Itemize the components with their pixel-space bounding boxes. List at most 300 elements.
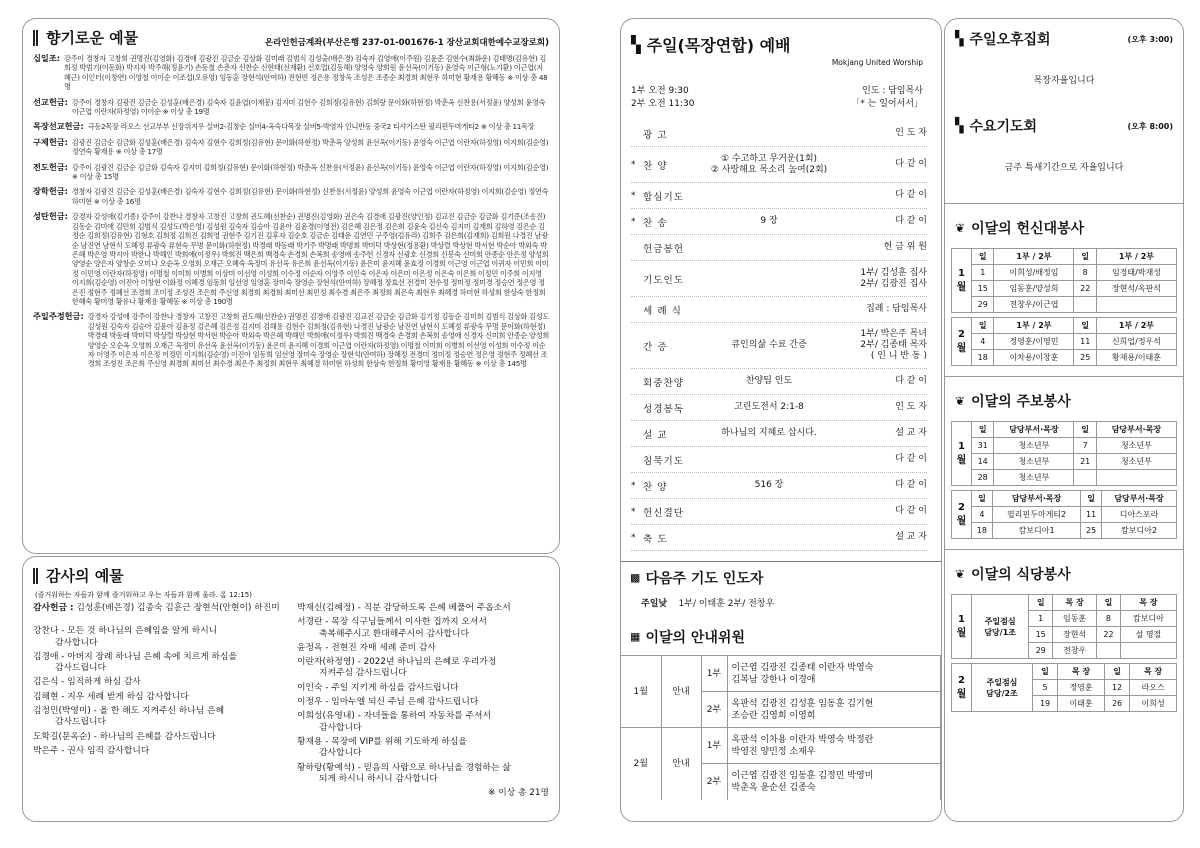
day-cell: 11 <box>1081 507 1102 523</box>
order-row <box>631 447 927 473</box>
guide-names: 이근엽 김광진 김종태 이란자 박영숙 김복남 강한나 이경애 <box>727 656 941 692</box>
offering-category <box>33 122 549 131</box>
order-item-leader: 다 같 이 <box>895 190 927 200</box>
standing-note: 「* 는 일어서서」 <box>851 99 923 109</box>
dining-table <box>951 663 1177 712</box>
order-row <box>631 183 927 209</box>
day-cell: 5 <box>1032 680 1057 696</box>
column-header: 일 <box>972 422 994 438</box>
column-header: 일 <box>972 318 994 334</box>
month-label: 2월 <box>952 664 972 712</box>
order-item-content: 큐인의삶 수료 간증 <box>731 340 807 350</box>
month-label: 2월 <box>952 491 972 539</box>
order-item-name: 간 증 <box>643 341 668 353</box>
order-item-name: 찬 양 <box>643 160 668 172</box>
day-cell: 1 <box>1029 611 1053 627</box>
column-header: 1부 / 2부 <box>994 318 1074 334</box>
order-item-leader: 설 교 자 <box>895 532 927 542</box>
guide-role: 안내 <box>661 656 701 728</box>
dining-group: 주일점심 담당/1조 <box>972 595 1029 659</box>
column-header: 일 <box>972 249 994 265</box>
offering-category <box>33 212 549 306</box>
thanks-entry <box>33 692 291 703</box>
thanks-entry-text: 이인숙 - 주일 지키게 하심을 감사드립니다 <box>297 682 459 693</box>
thanks-entry <box>33 732 291 743</box>
offering-list <box>33 54 549 369</box>
thanks-entry <box>297 737 549 760</box>
offering-category-names: 극동2목장 라오스 선교부부 신장위지우 실버2-김창순 실버4-옥숙다목장 실버5-박영자 인니반동 중국2 티샤가스탄 필리핀두마게티2 ※ 이상 총 11목장 <box>87 122 535 132</box>
order-item-leader: 다 같 이 <box>895 454 927 464</box>
guide-role: 안내 <box>661 728 701 800</box>
standing-mark: * <box>631 159 636 170</box>
day-cell: 8 <box>1074 265 1096 281</box>
assignee-cell: 청소년부 <box>1096 438 1176 454</box>
next-prayer-line: 주일낮 1부/ 이태훈 2부/ 전창우 <box>641 599 775 609</box>
column-header: 담당부서·목장 <box>1102 491 1177 507</box>
offering-category-names: 경창자 김광진 김금순 김성훈(배은경) 김숙자 김현수 김희정(김유현) 문이화(하현정) 신찬용(서정윤) 양성희 윤영숙 이근엽 이란자(하정영) 이지희(김순영) 정연숙 하미현 ※ 이상 총 16명 <box>71 187 549 206</box>
guide-part: 1부 <box>701 728 727 764</box>
guide-names: 옥판석 이차용 이란자 박영숙 박정란 박영진 양민정 소재우 <box>727 728 941 764</box>
assignee-cell: 장현석/옥판석 <box>1096 281 1176 297</box>
offering-category-label: 선교헌금: <box>33 96 68 107</box>
offering-category-label: 전도헌금: <box>33 161 68 172</box>
thanks-entry-text: 박은주 - 권사 임직 감사합니다 <box>33 745 150 756</box>
order-item-leader: 인 도 자 <box>895 128 927 138</box>
order-row <box>631 395 927 421</box>
table-row <box>952 350 1177 366</box>
month-label: 1월 <box>952 422 972 486</box>
month-label: 1월 <box>952 249 972 313</box>
flower-table <box>951 248 1177 313</box>
thanks-right-column <box>291 603 549 799</box>
order-item-name: 설 교 <box>643 429 668 441</box>
column-header: 일 <box>1074 422 1096 438</box>
table-row <box>952 454 1177 470</box>
thanks-entry-continued: 감사드립니다 <box>55 717 106 728</box>
bulletin-title: 이달의 주보봉사 <box>971 394 1071 410</box>
order-item-leader: 다 같 이 <box>895 506 927 516</box>
thanks-verse: (즐거워하는 자들과 함께 즐거워하고 우는 자들과 함께 울라. 롬 12:15) <box>35 591 252 599</box>
guide-part: 1부 <box>701 656 727 692</box>
assignee-cell: 이희성/배정임 <box>994 265 1074 281</box>
thanks-section <box>22 556 560 822</box>
standing-mark: * <box>631 506 636 517</box>
assignee-cell: 정영훈 <box>1058 680 1105 696</box>
table-header-row <box>952 491 1177 507</box>
table-row <box>952 281 1177 297</box>
assignee-cell: 청소년부 <box>994 438 1074 454</box>
thanks-entry-continued: 감사합니다 <box>319 722 362 733</box>
column-header: 목 장 <box>1058 664 1105 680</box>
column-header: 일 <box>1074 318 1096 334</box>
offering-category-label: 성탄헌금: <box>33 211 68 222</box>
day-cell: 15 <box>972 281 994 297</box>
thanks-entry-continued: 지켜주심 감사드립니다 <box>319 668 407 679</box>
offering-category-label: 장학헌금: <box>33 186 68 197</box>
order-row <box>631 473 927 499</box>
guide-names: 옥판석 김광진 김성훈 임동훈 김기현 조승란 김영희 이영희 <box>727 692 941 728</box>
order-item-name: 찬 송 <box>643 217 668 229</box>
order-item-content: 9 장 <box>760 216 778 226</box>
guide-row <box>621 728 941 764</box>
thanks-entry-text: 이정우 - 임마누엘 되신 주님 은혜 감사드립니다 <box>297 697 479 708</box>
thanks-entry-text: 이란자(하정영) - 2022년 하나님의 은혜로 우리가정 <box>297 657 497 668</box>
heart-icon: ❦ <box>955 221 966 235</box>
order-item-content: 고린도전서 2:1-8 <box>734 402 804 412</box>
thanks-entry-continued: 감사합니다 <box>55 637 98 648</box>
bars-icon <box>33 568 39 584</box>
day-cell <box>1097 643 1121 659</box>
afternoon-title: 주일오후집회 <box>969 32 1051 48</box>
day-cell: 21 <box>1074 454 1096 470</box>
table-row <box>952 438 1177 454</box>
assignee-cell <box>1120 643 1176 659</box>
day-cell: 19 <box>1032 696 1057 712</box>
order-item-leader: 1부/ 김성훈 집사 2부/ 김광진 집사 <box>860 267 927 289</box>
day-cell: 29 <box>972 297 994 313</box>
order-row <box>631 499 927 525</box>
assignee-cell: 캄보디아1 <box>992 523 1080 539</box>
offering-category <box>33 187 549 206</box>
day-cell: 22 <box>1074 281 1096 297</box>
assignee-cell <box>1096 297 1176 313</box>
bulletin-table <box>951 490 1177 539</box>
assignee-cell: 디아스포라 <box>1102 507 1177 523</box>
order-item-leader: 집례 : 담임목사 <box>866 304 927 314</box>
standing-mark: * <box>631 216 636 227</box>
offering-category <box>33 163 549 182</box>
thanks-entry-text: 이희성(유영내) - 자녀들을 통하여 자동차를 주셔서 <box>297 711 491 722</box>
time-first: 1부 오전 9:30 <box>631 86 689 96</box>
offering-category-names: 강주이 경창자 고창희 권명진(김영화) 김경애 김광진 김금순 김상화 김미래 김범식 김성출(배은경) 김숙자 김영애(이주원) 김윤준 김현수(최화운) 김태명(김유현) 김희정 박범기(이동화) 박지자 박주해(정윤기) 손동철 손춘자 신찬순 신현태(신재환) 신호업(김동해) 양영숙 양희원 윤선옥(이기동) 윤영숙 이근형(노기환) 이근엽(지혜근) 이인터(이창연) 이영철 이이순 이조섭(오유영) 임동훈 장현석(안여하) 전현빈 정은용 정창욱 조성은 조종순 최경희 최현우 하미현 황재용 황혜동 ※ 이상 총 48명 <box>64 54 548 92</box>
order-item-content: 하나님의 지혜로 삽시다. <box>721 428 817 438</box>
online-account: 온라인헌금계좌(부산은행 237-01-001676-1 장산교회대한예수교장로회) <box>264 38 549 48</box>
column-header: 일 <box>1081 491 1102 507</box>
table-header-row <box>952 595 1177 611</box>
order-row <box>631 421 927 447</box>
assignee-cell: 캄보디아2 <box>1102 523 1177 539</box>
order-row <box>631 121 927 147</box>
next-prayer-section <box>621 562 941 615</box>
order-item-leader: 설 교 자 <box>895 428 927 438</box>
right-panel <box>944 18 1184 822</box>
day-cell: 14 <box>972 454 994 470</box>
assignee-cell: 이차용/이창훈 <box>994 350 1074 366</box>
day-cell <box>1074 470 1096 486</box>
thanks-title: 감사의 예물 <box>33 565 549 586</box>
offering-category-names: 강경자 강성애 강주이 강찬나 경창자 고창진 고창희 권도혜(선찬순) 권명진 김경애 김광진 김교진 김금순 김금화 김기정 김동순 김미희 김범식 김상화 김성도 김성원 김숙자 김승아 김윤아 김윤정 김은혜 김은정 김지미 김해용 김현수 김희정(김유현) 나경진 남광순 남진연 남현식 도혜정 류광숙 무명 문이화(하현정) 박경래 박동래 박미덕 박상렬 박상현 박서현 박순아 박외숙 박은혜 박해인 박희애(이정우) 박희진 백경숙 손경희 손복희 송영애 신경자 신미희 안종순 양성희 양영순 오순옥 오영희 오재근 옥정미 유선옥 윤선옥(이기동) 윤은미 윤지혜 이경희 이근엽 이란자(하정영) 이명철 이미희 이병희 이선영 이성희 이수정 이순자 이영주 이은자 이은정 이정민 이지희(김순영) 이진아 임동희 임선영 장미숙 장영순 장현석(안여하) 장혜정 전경미 정미정 정승연 정은영 정현주 정혜선 조경희 조성진 조은희 주신영 최경희 최미선 최수경 최은주 최정희 최현우 최혜경 하미현 하성희 한상숙 한정희 황미영 황재용 황혜동 ※ 이상 총 145명 <box>87 312 549 369</box>
order-item-content: ① 수고하고 무거운(1회) ② 사랑해요 목소리 높여(2회) <box>710 153 828 175</box>
thanks-entry-continued: 되게 하시니 하시니 감사합니다 <box>319 773 438 784</box>
offering-category-label: 목장선교헌금: <box>33 121 84 132</box>
assignee-cell: 황재용/이태훈 <box>1096 350 1176 366</box>
column-header: 담당부서·목장 <box>994 422 1074 438</box>
day-cell: 4 <box>972 507 993 523</box>
thanks-entry-continued: 축복해주시고 환대해주시어 감사합니다 <box>319 628 470 639</box>
order-item-name: 기도인도 <box>643 274 685 286</box>
dining-section <box>945 550 1183 722</box>
day-cell <box>1074 297 1096 313</box>
afternoon-time: (오후 3:00) <box>1127 34 1173 44</box>
thanks-entry-text: 황하랑(황예석) - 믿음의 사람으로 하나님을 경험하는 삶 <box>297 762 511 773</box>
thanks-entry <box>33 677 291 688</box>
day-cell: 8 <box>1097 611 1121 627</box>
thanks-entry <box>33 652 291 675</box>
offering-category <box>33 54 549 92</box>
offering-category-names: 강경자 강성애(김기종) 강주이 강찬나 경창자 고창진 고창희 권도혜(선찬순) 권명진(김영화) 권은숙 김경애 김광진(양인정) 김교진 김금순 김금화 김기준(조송진) 김동순 김미애 김민희 김범식 김성도(박은영) 김성원 김숙자 김승아 김윤아 김윤경(이영전) 김은혜 김은정 김은희 김윤숙 김신숙 김지미 김재희 김하영 김은순 김정순 김희정(김유현) 김형호 김희정 김희진 김희영 권현주 김기진 김후자 김순호 김금순 김태운 김연민 구주영(김유라) 김희주 김은희(김재희) 김희원 나경진 남광순 남진연 남현식 도혜정 류광숙 류현숙 무명 문이화(하현정) 박경래 박동래 박기주 박명래 박명희 박미덕 박상현(정용환) 박상렬 박상현 박서현 박순아 박외숙 박은혜 박은영 박지아 박한나 박해인 박희애(이정우) 박희진 백은희 백경숙 손경희 손복희 송영애 송주헌 신경자 신광호 신경희 신봉숙 신미희 안종순 안은정 양성희 양영순 양은자 양창순 오미나 오순옥 오영희 오재근 오혜숙 옥정미 유선옥 유은희 윤선옥(이기동) 윤은미 윤지혜 윤효정 이경희 이근영 이근엽 이귀자 이민희 이미정 이민영 이란자(하정영) 이명철 이미희 이병희 이상미 이선영 이성희 이수정 이순자 이영주 이인숙 이은자 이은미 이은정 이은숙 이은희 이정민 이주희 이지영 이지희(김순영) 이진아 이창현 이화정 이혜경 임동희 임선영 임영훈 장미숙 장영순 장현석(안여하) 장혜정 장효선 전경미 전수정 정미정 정미경 정승연 정은영 정은진 정현주 정혜선 조경희 조미정 조성진 조은희 주신영 최경희 최경희 최미선 최민정 최수경 최은주 최정희 최은숙 최현우 최혜경 하미현 하성희 한상숙 한정희 한혜숙 황미영 황유나 황재용 황혜동 ※ 이상 총 190명 <box>71 212 549 306</box>
flower-title: 이달의 헌신대봉사 <box>971 221 1085 237</box>
guides-title: ▦ 이달의 안내위원 <box>631 629 745 646</box>
order-item-leader: 다 같 이 <box>895 159 927 169</box>
thanks-entry <box>297 617 549 640</box>
day-cell: 1 <box>972 265 994 281</box>
day-cell: 31 <box>972 438 994 454</box>
thanks-entry-text: 김경애 - 아버지 장례 하나님 은혜 속에 치르게 하심을 <box>33 651 237 662</box>
day-cell: 25 <box>1081 523 1102 539</box>
table-row <box>952 334 1177 350</box>
wednesday-title: 수요기도회 <box>969 119 1038 135</box>
day-cell: 26 <box>1104 696 1129 712</box>
wednesday-note: 금주 특새기간으로 자율입니다 <box>1004 163 1124 173</box>
order-row <box>631 369 927 395</box>
order-item-leader: 인 도 자 <box>895 402 927 412</box>
order-item-content: 516 장 <box>754 480 784 490</box>
month-label: 2월 <box>952 318 972 366</box>
column-header: 1부 / 2부 <box>994 249 1074 265</box>
pattern-icon: ▩ <box>631 570 640 586</box>
table-header-row <box>952 318 1177 334</box>
order-item-leader: 다 같 이 <box>895 480 927 490</box>
assignee-cell: 장현석 <box>1053 627 1097 643</box>
thanks-entry <box>297 711 549 734</box>
assignee-cell: 임동훈/양성희 <box>994 281 1074 297</box>
thanks-entry-text: 윤정옥 - 전현진 자매 세례 준비 감사 <box>297 642 436 653</box>
column-header: 목 장 <box>1120 595 1176 611</box>
column-header: 일 <box>1097 595 1121 611</box>
thanks-entry-text: 도학길(문옥순) - 하나님의 은혜를 감사드립니다 <box>33 731 216 742</box>
next-prayer-title: ▩ 다음주 기도 인도자 <box>631 570 764 587</box>
assignee-cell: 전창우 <box>1053 643 1097 659</box>
order-row <box>631 297 927 323</box>
service-subtitle: Mokjang United Worship <box>831 58 923 67</box>
column-header: 1부 / 2부 <box>1096 318 1176 334</box>
thanks-entry-text: 서경란 - 목장 식구님들께서 이사한 집까지 오셔서 <box>297 617 487 628</box>
pixel-square-icon: ▚ <box>631 35 641 54</box>
assignee-cell <box>1096 470 1176 486</box>
day-cell: 7 <box>1074 438 1096 454</box>
order-item-name: 회중찬양 <box>643 377 685 389</box>
day-cell: 11 <box>1074 334 1096 350</box>
month-label: 1월 <box>952 595 972 659</box>
bulletin-table <box>951 421 1177 486</box>
order-of-service <box>631 121 927 551</box>
flower-table <box>951 317 1177 366</box>
service-times <box>631 85 923 111</box>
order-item-name: 헌금봉헌 <box>643 243 685 255</box>
heart-icon: ❦ <box>955 567 966 581</box>
guide-part: 2부 <box>701 764 727 800</box>
offering-category <box>33 312 549 368</box>
guide-names: 이근엽 김광진 임동훈 김정민 박영미 박춘옥 윤순선 김종숙 <box>727 764 941 800</box>
pixel-square-icon: ▚ <box>955 31 964 47</box>
table-row <box>952 523 1177 539</box>
thanks-entry <box>33 746 291 757</box>
thanks-entry-text: 황재용 - 목장에 VIP를 위해 기도하게 하심을 <box>297 736 467 747</box>
assignee-cell: 청소년부 <box>994 454 1074 470</box>
service-title: ▚ 주일(목장연합) 예배 <box>631 35 791 55</box>
thanks-entry <box>297 763 549 786</box>
column-header: 일 <box>1104 664 1129 680</box>
thanks-entry <box>297 603 549 614</box>
table-row <box>952 507 1177 523</box>
order-row <box>631 147 927 183</box>
order-item-name: 광 고 <box>643 129 668 141</box>
order-item-leader: 헌 금 위 원 <box>883 242 927 252</box>
column-header: 1부 / 2부 <box>1096 249 1176 265</box>
flower-section <box>945 204 1183 376</box>
thanks-entry <box>33 706 291 729</box>
offering-category-names: 김광진 김금순 김금화 김성훈(배은경) 김숙자 김현수 김희정(김유현) 문이화(하현정) 박춘옥 양성희 윤선옥(이기동) 윤영숙 이근엽 이란자(하정영) 이지희(김순영) 정연숙 황재용 ※ 이상 총 17명 <box>71 137 549 157</box>
heart-icon: ❦ <box>955 394 966 408</box>
assignee-cell: 청소년부 <box>1096 454 1176 470</box>
day-cell: 25 <box>1074 350 1096 366</box>
offering-category-label: 주일주정헌금: <box>33 311 84 322</box>
thanks-entry <box>33 626 291 649</box>
assignee-cell: 라오스 <box>1130 680 1177 696</box>
order-row <box>631 235 927 261</box>
grid-icon: ▦ <box>631 629 640 645</box>
wednesday-section <box>945 116 1183 203</box>
standing-mark: * <box>631 480 636 491</box>
day-cell: 29 <box>1029 643 1053 659</box>
order-item-leader: 다 같 이 <box>895 376 927 386</box>
table-row <box>952 470 1177 486</box>
assignee-cell: 캄보디아 <box>1120 611 1176 627</box>
standing-mark: * <box>631 532 636 543</box>
order-item-name: 축 도 <box>643 533 668 545</box>
dining-title: 이달의 식당봉사 <box>971 567 1071 583</box>
thanks-header: 감사헌금 : 김성훈(배은경) 김종숙 김훈근 장현석(안현이) 하진미 <box>33 603 280 613</box>
table-row <box>952 265 1177 281</box>
thanks-entry-text: 박재신(김혜정) - 직분 감당하도록 은혜 베풀어 주옵소서 <box>297 603 511 613</box>
thanks-entry-text: 김정민(박영미) - 올 한 해도 지켜주신 하나님 은혜 <box>33 706 225 717</box>
table-header-row <box>952 249 1177 265</box>
thanks-entry-text: 강찬나 - 모든 것 하나님의 은혜임을 알게 하시니 <box>33 626 218 637</box>
day-cell: 18 <box>972 350 994 366</box>
service-leader: 인도 : 담임목사 <box>862 86 923 96</box>
column-header: 일 <box>1074 249 1096 265</box>
guide-month: 2월 <box>621 728 661 800</box>
standing-mark: * <box>631 190 636 201</box>
dining-group: 주일점심 담당/2조 <box>972 664 1033 712</box>
column-header: 일 <box>1029 595 1053 611</box>
bulletin-section <box>945 377 1183 549</box>
guide-part: 2부 <box>701 692 727 728</box>
assignee-cell: 필리핀두마게티2 <box>992 507 1080 523</box>
offering-category-names: 강주이 김광진 김금순 김금화 김숙자 김지미 김희정(김유현) 문이화(하현정) 박춘옥 신찬용(서정윤) 윤선옥(이기동) 윤영숙 이근엽 이란자(하정영) 이지희(김순영) ※ 이상 총 15명 <box>71 162 549 182</box>
bars-icon <box>33 30 39 46</box>
offering-category-label: 구제헌금: <box>33 136 68 147</box>
table-header-row <box>952 422 1177 438</box>
thanks-entry <box>297 657 549 680</box>
order-item-name: 성경봉독 <box>643 403 685 415</box>
thanks-entry-continued: 감사합니다 <box>319 748 362 759</box>
day-cell: 18 <box>972 523 993 539</box>
thanks-entry <box>297 697 549 708</box>
thanks-entry-text: 김은식 - 임직하게 하심 감사 <box>33 677 141 688</box>
assignee-cell: 설 명절 <box>1120 627 1176 643</box>
offering-title: 향기로운 예물 <box>33 27 138 48</box>
order-row <box>631 209 927 235</box>
offering-category <box>33 98 549 117</box>
order-item-content: 찬양팀 인도 <box>745 376 793 386</box>
order-item-leader: 다 같 이 <box>895 216 927 226</box>
offering-category-label: 십일조: <box>33 53 61 63</box>
guide-row <box>621 656 941 692</box>
column-header: 목 장 <box>1053 595 1097 611</box>
guides-table <box>621 655 941 800</box>
assignee-cell: 이태훈 <box>1058 696 1105 712</box>
guide-month: 1월 <box>621 656 661 728</box>
assignee-cell: 이희성 <box>1130 696 1177 712</box>
assignee-cell: 전창우/이근엽 <box>994 297 1074 313</box>
order-item-name: 합심기도 <box>643 191 685 203</box>
thanks-entry-continued: 감사드립니다 <box>55 663 106 674</box>
order-item-name: 헌신결단 <box>643 507 685 519</box>
column-header: 담당부서·목장 <box>1096 422 1176 438</box>
day-cell: 4 <box>972 334 994 350</box>
thanks-total: ※ 이상 총 21명 <box>488 788 549 799</box>
thanks-left-column <box>33 603 291 799</box>
day-cell: 12 <box>1104 680 1129 696</box>
order-row <box>631 323 927 369</box>
day-cell: 15 <box>1029 627 1053 643</box>
order-item-name: 세 례 식 <box>643 305 682 317</box>
day-cell: 22 <box>1097 627 1121 643</box>
offering-section <box>22 18 560 554</box>
wednesday-time: (오후 8:00) <box>1127 121 1173 131</box>
thanks-entry <box>297 683 549 694</box>
service-section <box>620 18 942 822</box>
pixel-square-icon: ▚ <box>955 118 964 134</box>
order-item-name: 침묵기도 <box>643 455 685 467</box>
order-item-leader: 1부/ 박은주 목녀 2부/ 김종태 목자 ( 인 니 반 동 ) <box>860 329 927 361</box>
day-cell: 28 <box>972 470 994 486</box>
assignee-cell: 임경태/박재성 <box>1096 265 1176 281</box>
column-header: 담당부서·목장 <box>992 491 1080 507</box>
table-row <box>952 297 1177 313</box>
assignee-cell: 임동훈 <box>1053 611 1097 627</box>
column-header: 일 <box>972 491 993 507</box>
time-second: 2부 오전 11:30 <box>631 99 695 109</box>
order-row <box>631 525 927 551</box>
table-header-row <box>952 664 1177 680</box>
afternoon-section <box>945 19 1183 116</box>
assignee-cell: 신희업/정우석 <box>1096 334 1176 350</box>
dining-table <box>951 594 1177 659</box>
thanks-entry-text: 김해현 - 지우 세례 받게 하심 감사합니다 <box>33 691 189 702</box>
assignee-cell: 청소년부 <box>994 470 1074 486</box>
thanks-entry <box>297 643 549 654</box>
column-header: 목 장 <box>1130 664 1177 680</box>
order-item-name: 찬 양 <box>643 481 668 493</box>
order-row <box>631 261 927 297</box>
offering-category-names: 강주이 경창자 김광진 김금순 김성훈(배은경) 김숙자 김윤엽(이재봉) 김지미 김현수 김희정(김유현) 김희랑 문이화(하현정) 박춘옥 신찬용(서정윤) 양성희 윤영숙 이근엽 이란자(하정영) 이이순 ※ 이상 총 19명 <box>71 97 546 117</box>
assignee-cell: 정영훈/이영민 <box>994 334 1074 350</box>
column-header: 일 <box>1032 664 1057 680</box>
offering-category <box>33 138 549 157</box>
afternoon-note: 목장자율입니다 <box>1033 76 1095 86</box>
